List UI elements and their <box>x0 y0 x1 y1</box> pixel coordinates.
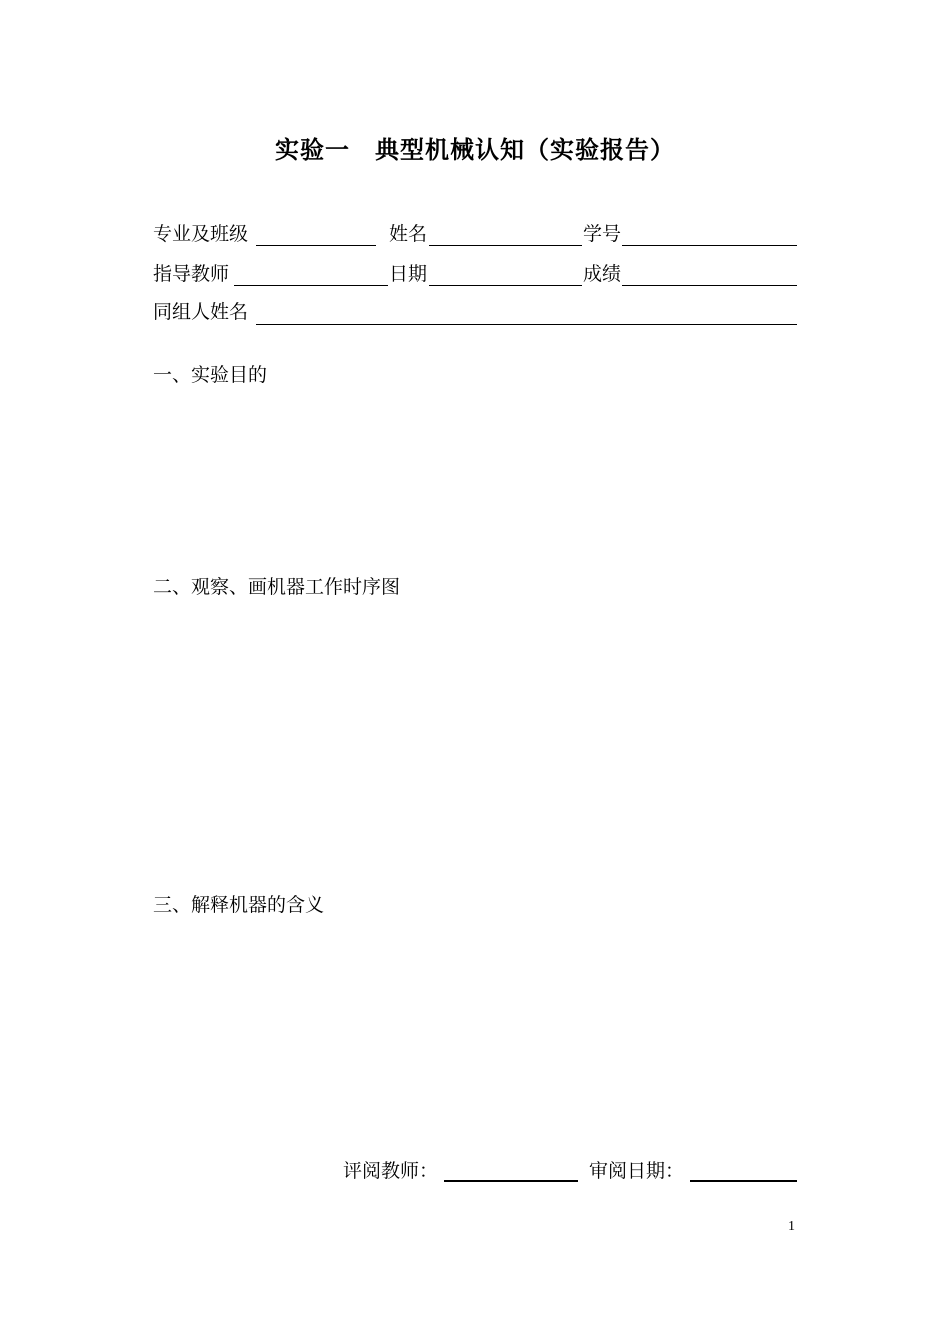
instructor-label: 指导教师 <box>153 263 230 285</box>
review-date-label: 审阅日期： <box>589 1160 685 1182</box>
section-heading-machine-meaning: 三、解释机器的含义 <box>153 894 325 916</box>
grade-label: 成绩 <box>583 263 622 285</box>
reviewer-label: 评阅教师： <box>343 1160 439 1182</box>
review-date-field[interactable] <box>690 1180 797 1182</box>
name-label: 姓名 <box>389 223 428 245</box>
page-number: 1 <box>788 1219 795 1234</box>
section-heading-purpose: 一、实验目的 <box>153 364 268 386</box>
group-members-field[interactable] <box>256 324 797 325</box>
page-title: 实验一 典型机械认知（实验报告） <box>275 136 675 164</box>
section-heading-timing-diagram: 二、观察、画机器工作时序图 <box>153 576 401 598</box>
student-id-field[interactable] <box>622 245 797 246</box>
major-class-label: 专业及班级 <box>153 223 249 245</box>
date-field[interactable] <box>429 285 582 286</box>
group-members-label: 同组人姓名 <box>153 301 249 323</box>
instructor-field[interactable] <box>234 285 388 286</box>
grade-field[interactable] <box>622 285 797 286</box>
major-class-field[interactable] <box>256 245 376 246</box>
reviewer-field[interactable] <box>444 1180 578 1182</box>
name-field[interactable] <box>429 245 582 246</box>
student-id-label: 学号 <box>583 223 622 245</box>
date-label: 日期 <box>389 263 428 285</box>
